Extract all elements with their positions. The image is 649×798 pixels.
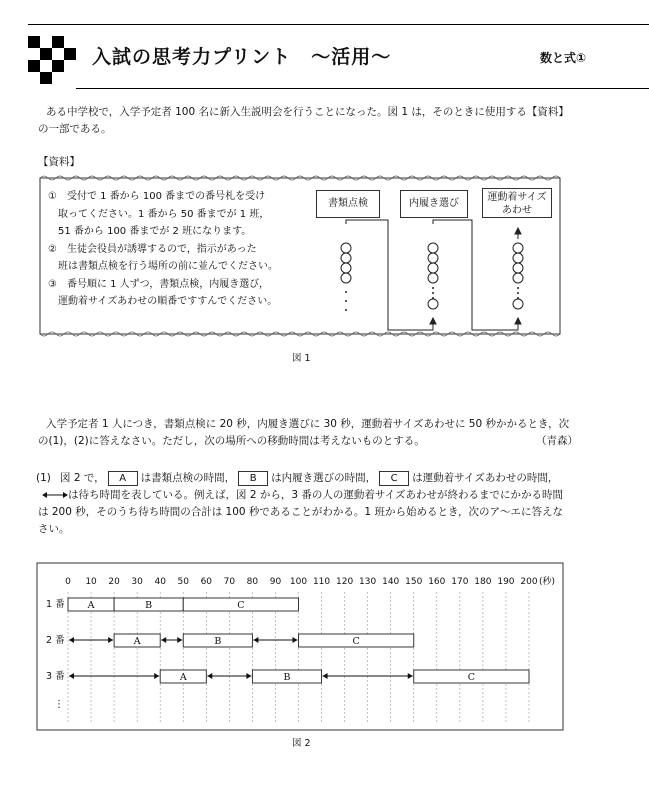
row-ellipsis: ⋮ [54,699,64,710]
intro-line-1: ある中学校で，入学予定者 100 名に新入生説明会を行うことになった。図 1 は，そのときに使用する【資料】 [46,106,569,118]
tick-label: 10 [85,577,97,587]
task-label: C [352,636,360,647]
checker-logo [28,36,76,84]
material-line-3: 51 番から 100 番までが 2 班になります。 [48,226,252,237]
material-line-1: ① 受付で 1 番から 100 番までの番号札を受け [48,191,266,202]
page-title: 入試の思考力プリント ～活用～ [92,46,392,68]
legend-box-b: B [238,471,268,486]
tick-label: 190 [497,577,515,587]
material-line-7: 運動着サイズあわせの順番ですすんでください。 [48,296,278,307]
double-arrow-icon [40,490,70,500]
q1-line-1: 図 2 で， A は書類点検の時間， B は内履き選びの時間， C は運動着サイズあわせの時間， [60,472,559,484]
tick-label: 80 [246,577,259,587]
task-label: A [133,636,141,647]
legend-box-c: C [379,471,409,486]
question-line-2: の(1)，(2)に答えなさい。ただし，次の場所への移動時間は考えないものとする。 [38,435,425,447]
subject-label: 数と式① [540,51,587,65]
legend-box-a: A [108,471,138,486]
figure-2-caption: 図 2 [292,738,311,749]
header-top-rule [28,24,649,25]
q1-line-2: は待ち時間を表している。例えば，図 2 から，3 番の人の運動着サイズあわせが終わるまでにかかる時間 [68,489,564,501]
material-line-2: 取ってください。1 番から 50 番までが 1 班， [48,208,270,220]
task-label: C [237,600,245,611]
tick-label: 170 [451,577,469,587]
material-line-6: ③ 番号順に 1 人ずつ，書類点検，内履き選び， [48,278,269,290]
header-bottom-rule [76,88,649,89]
figure-2-chart [36,562,564,732]
tick-label: 140 [382,577,400,587]
task-label: B [145,600,153,611]
tick-label: 90 [269,577,282,587]
figure-1-caption: 図 1 [292,353,311,364]
task-label: B [214,636,222,647]
material-line-4: ② 生徒会役員が誘導するので，指示があった [48,243,257,255]
row-label: 1 番 [46,599,65,610]
question-line-1: 入学予定者 1 人につき，書類点検に 20 秒，内履き選びに 30 秒，運動着サイズあわせに 50 秒かかるとき，次 [46,418,570,430]
station-uniform-fitting: 運動着サイズ あわせ [482,188,552,218]
task-label: A [87,600,95,611]
tick-label: 0 [65,577,71,587]
tick-label: 120 [336,577,354,587]
task-label: C [467,672,476,683]
tick-label: 70 [223,577,236,587]
tick-label: 30 [131,577,143,587]
tick-label: 180 [474,577,492,587]
source-label: （青森） [536,435,578,447]
tick-label: 60 [200,577,213,587]
tick-label: 200 [520,577,538,587]
q1-number: (1) [36,472,51,484]
tick-label: 130 [359,577,377,587]
station-document-check: 書類点検 [316,190,380,218]
axis-unit-label: (秒) [539,577,556,587]
material-label: 【資料】 [38,156,80,168]
q1-line-3: は 200 秒，そのうち待ち時間の合計は 100 秒であることがわかる。1 班から始めるとき，次のア～エに答えな [38,506,564,518]
tick-label: 110 [312,577,331,587]
row-label: 3 番 [46,671,65,682]
row-label: 2 番 [46,635,65,646]
tick-label: 20 [108,577,120,587]
tick-label: 50 [177,577,189,587]
intro-line-2: の一部である。 [38,123,112,135]
task-label: B [283,672,291,683]
task-label: A [179,672,187,683]
tick-label: 160 [428,577,446,587]
tick-label: 100 [289,577,308,587]
station-shoe-selection: 内履き選び [400,190,468,218]
tick-label: 150 [405,577,423,587]
tick-label: 40 [154,577,166,587]
q1-line-4: さい。 [38,523,70,535]
material-line-5: 班は書類点検を行う場所の前に並んでください。 [48,261,278,272]
